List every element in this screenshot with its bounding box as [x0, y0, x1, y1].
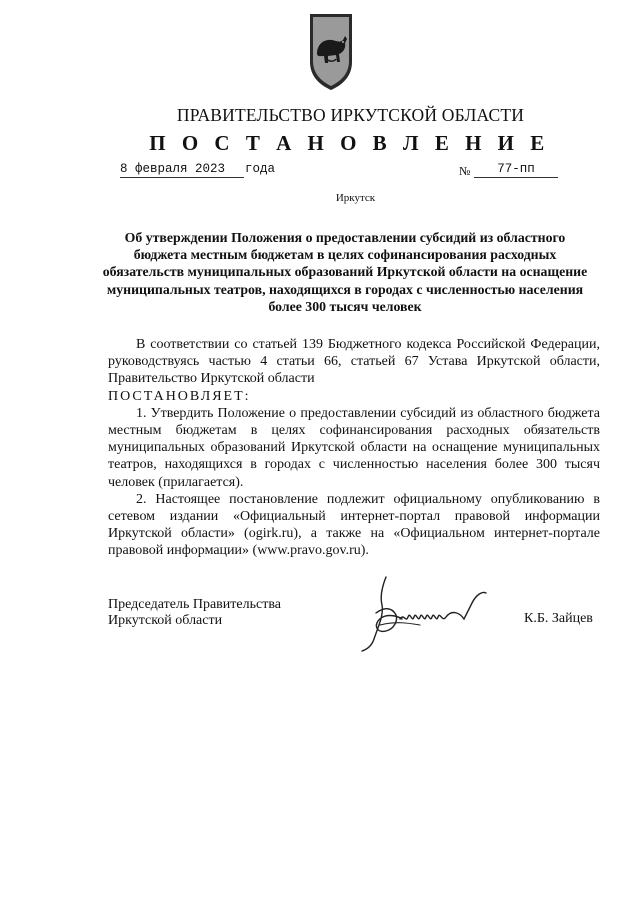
item-2-paragraph: 2. Настоящее постановление подлежит официальному опубликованию в сетевом издании «Официальный интернет-портал правовой информации Иркутской области» (ogirk.ru), а также на «Официальном интернет-портале правовой информации» (www.pravo.gov.ru).: [108, 491, 600, 559]
signatory-name: К.Б. Зайцев: [524, 611, 593, 626]
document-date: 8 февраля 2023: [120, 162, 244, 178]
document-title: Об утверждении Положения о предоставлении субсидий из областного бюджета местным бюджетам в целях софинансирования расходных обязательств муниципальных образований Иркутской области на оснащение муниципальных театров, находящихся в городах с численностью населения более 300 тысяч человек: [102, 230, 588, 314]
document-body: [108, 336, 600, 560]
signatory-position-line-2: Иркутской области: [108, 613, 223, 628]
signatory-position-line-1: Председатель Правительства: [108, 597, 281, 612]
coat-of-arms-icon: [306, 12, 356, 92]
item-1-paragraph: 1. Утвердить Положение о предоставлении субсидий из областного бюджета местным бюджетам в целях софинансирования расходных обязательств муниципальных образований Иркутской области на оснащение муниципальных театров, находящихся в городах с численностью населения более 300 тысяч человек (прилагается).: [108, 405, 600, 490]
government-name: ПРАВИТЕЛЬСТВО ИРКУТСКОЙ ОБЛАСТИ: [176, 105, 525, 125]
document-date-suffix: года: [245, 162, 276, 176]
resolves-heading: ПОСТАНОВЛЯЕТ:: [108, 388, 251, 404]
number-sign: №: [459, 164, 471, 178]
document-city: Иркутск: [335, 192, 376, 204]
handwritten-signature-icon: [356, 573, 496, 655]
preamble-paragraph: В соответствии со статьей 139 Бюджетного кодекса Российской Федерации, руководствуясь частью 4 статьи 66, статьей 67 Устава Иркутской области, Правительство Иркутской области: [108, 337, 600, 387]
document-number: 77-пп: [474, 162, 558, 178]
signatory-position: [108, 597, 281, 629]
document-type: П О С Т А Н О В Л Е Н И Е: [149, 131, 550, 155]
